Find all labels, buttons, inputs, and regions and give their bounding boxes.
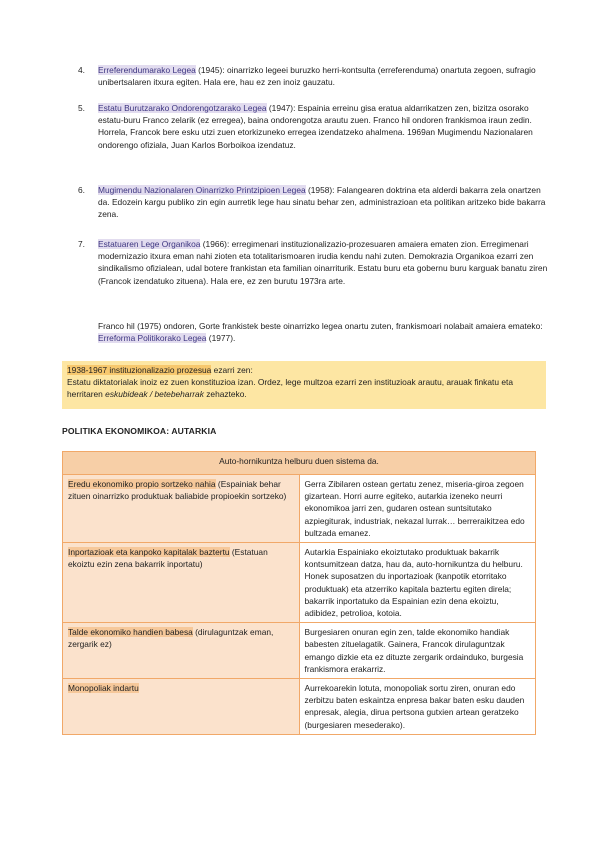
law-title-link[interactable]: Mugimendu Nazionalaren Oinarrizko Printzipioen Legea (98, 185, 306, 195)
row-label (63, 543, 300, 623)
row-label-rest: (Estatuan ekoiztu ezin zena bakarrik inportatu) (68, 547, 268, 570)
table-row (63, 475, 536, 543)
table-row (63, 543, 536, 623)
item-number: 4. (78, 65, 85, 75)
autarky-table (62, 451, 536, 735)
section-title: POLITIKA EKONOMIKOA: AUTARKIA (62, 426, 217, 436)
row-label (63, 475, 300, 543)
law-title-link[interactable]: Erreferendumarako Legea (98, 65, 196, 75)
table-row (63, 623, 536, 679)
row-label-highlight: Talde ekonomiko handien babesa (68, 627, 193, 638)
law-description: (1958): Falangearen doktrina eta alderdi bakarra zela onartzen da. Edozein kargu publiko zin egin aurretik lege hau sinatu behar zen, administrazioan eta politikan aritzeko bide bakarra zena. (98, 185, 546, 220)
law-title-link[interactable]: Estatu Burutzarako Ondorengotzarako Legea (98, 103, 267, 113)
item-number: 7. (78, 239, 85, 249)
after-franco-paragraph (98, 320, 550, 344)
row-label (63, 679, 300, 735)
reform-law-link[interactable]: Erreforma Politikorako Legea (98, 333, 207, 344)
law-description: (1945): oinarrizko legeei buruzko herri-kontsulta (erreferenduma) onartuta zegoen, sufragio unibertsalaren itxura egiten. Hala ere, hau ez zen inoiz gauzatu. (98, 65, 536, 88)
law-item-4 (78, 64, 550, 88)
callout-body: Estatu diktatorialak inoiz ez zuen konstituzioa izan. Ordez, lege multzoa ezarri zen instituzioak arautu, arauak finkatu eta herritaren (67, 377, 513, 400)
law-description: (1966): erregimenari instituzionalizazio-prozesuaren amaiera ematen zion. Erregimenari modernizazio itxura eman nahi zioten eta totalitarismoaren irudia kendu nahi zuten. Demokrazia Organikoa ezarri zen sindikalismo ofizialean, udal botere frankistan eta familian oinarriturik. Estatu buru eta gobernu buru karguak banatu ziren (Francok izendatuko zituena). Hala ere, ez zen burutu 1973ra arte. (98, 239, 548, 286)
paragraph-text: Franco hil (1975) ondoren, Gorte frankistek beste oinarrizko legea onartu zuten, frankismoari nolabait amaiera emateko: (98, 321, 543, 331)
callout-emphasis: eskubideak / betebeharrak (105, 389, 204, 400)
row-label-highlight: Eredu ekonomiko propio sortzeko nahia (68, 479, 216, 489)
callout-highlight: 1938-1967 instituzionalizazio prozesua (67, 365, 212, 375)
summary-callout (62, 361, 546, 409)
table-header-row (63, 452, 536, 475)
law-title-link[interactable]: Estatuaren Lege Organikoa (98, 239, 201, 249)
row-label-highlight: Monopoliak indartu (68, 683, 139, 694)
table-header: Auto-hornikuntza helburu duen sistema da. (63, 452, 536, 475)
law-description: (1947): Espainia erreinu gisa eratua aldarrikatzen zen, bizitza osorako estatu-buru Franco zelarik (ez erregea), baina ondorengotza arautu zuen. Franco hil ondoren frankismoa iraun zedin. Horrela, Francok bere esku utzi zuen etorkizuneko erregea izendatzeko ahalmena. 1969an Mugimendu Nazionalaren ondorengo ofiziala, Juan Karlos Borboikoa izendatuz. (98, 103, 533, 150)
paragraph-tail: (1977). (206, 333, 236, 344)
law-item-7 (78, 238, 550, 287)
callout-tail: zehazteko. (203, 389, 247, 400)
row-label-rest: (Espainiak behar zituen oinarrizko produktuak baliabide propioekin sortzeko) (68, 479, 287, 502)
row-text: Aurrekoarekin lotuta, monopoliak sortu ziren, onuran edo zerbitzu baten eskaintza enpresa bakar baten esku dauden enpresak, alegia, dirua pertsona gutxien artean geratzeko (burgesiaren mesederako). (299, 679, 536, 735)
row-text: Burgesiaren onuran egin zen, talde ekonomiko handiak babesten zituelagatik. Gainera, Francok dirulaguntzak emango dizkie eta ez dituzte zergarik ordainduko, burgesia frankismora erakarriz. (299, 623, 536, 679)
row-label-rest: (dirulaguntzak eman, zergarik ez) (68, 627, 274, 650)
law-item-6 (78, 184, 550, 221)
row-label-highlight: Inportazioak eta kanpoko kapitalak baztertu (68, 547, 230, 558)
row-text: Gerra Zibilaren ostean gertatu zenez, miseria-giroa zegoen gizartean. Horri aurre egiteko, autarkia izeneko neurri ekonomikoa jarri zen, gudaren ostean suntsitutako azpiegiturak, industriak, nekazal lurrak… berreraikitzea edo bultzada emanez. (299, 475, 536, 543)
callout-heading-rest: ezarri zen: (211, 365, 253, 375)
item-number: 6. (78, 185, 85, 195)
table-row (63, 679, 536, 735)
row-text: Autarkia Espainiako ekoiztutako produktuak bakarrik kontsumitzean datza, hau da, auto-hornikuntza du helburu. Honek suposatzen du inportazioak (kanpotik etorritako produktuak) eta atzerriko kapitala baztertu egiten direla; bakarrik inportatuko da Espainian ezin dena ekoiztu, adibidez, petrolioa, kotoia. (299, 543, 536, 623)
row-label (63, 623, 300, 679)
item-number: 5. (78, 103, 85, 113)
law-item-5 (78, 102, 550, 151)
